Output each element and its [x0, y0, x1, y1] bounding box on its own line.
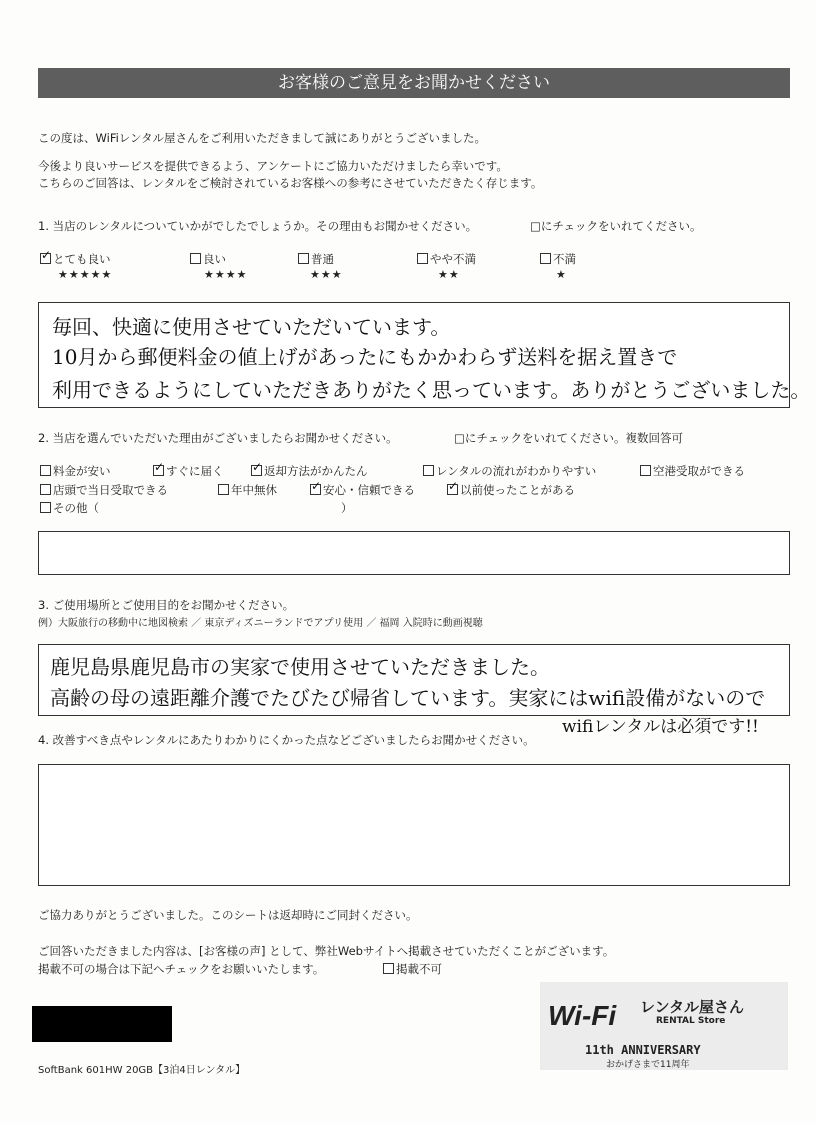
q1-option-slightly-bad[interactable]: やや不満 — [417, 251, 476, 267]
q2-option-other[interactable]: その他（ — [40, 500, 99, 516]
logo-anniversary: 11th ANNIVERSARY — [585, 1043, 701, 1057]
q2-other-close-paren: ） — [341, 501, 353, 515]
q2-option-fast-delivery[interactable]: ✓ すぐに届く — [153, 463, 224, 479]
stars-5: ★★★★★ — [58, 268, 113, 281]
product-info: SoftBank 601HW 20GB【3泊4日レンタル】 — [38, 1065, 246, 1076]
q3-answer-line-2: 高齢の母の遠距離介護でたびたび帰省しています。実家にはwifi設備がないので — [50, 686, 766, 710]
logo-years: おかげさまで11周年 — [606, 1060, 690, 1070]
q1-answer-line-3: 利用できるようにしていただきありがたく思っています。ありがとうございました。 — [52, 378, 811, 402]
no-publish-option[interactable]: 掲載不可 — [383, 961, 442, 977]
intro-line-1: この度は、WiFiレンタル屋さんをご利用いただきまして誠にありがとうございました。 — [38, 131, 487, 145]
q4-question: 4. 改善すべき点やレンタルにあたりわかりにくかった点などございましたらお聞かせください。 — [38, 733, 535, 747]
page-title: お客様のご意見をお聞かせください — [38, 68, 790, 98]
intro-line-3: こちらのご回答は、レンタルをご検討されているお客様への参考にさせていただきたく存じます。 — [38, 176, 543, 190]
q2-option-cheap[interactable]: 料金が安い — [40, 463, 111, 479]
logo-brand: Wi-Fi — [548, 1000, 617, 1031]
logo-store-name: レンタル屋さん — [640, 998, 745, 1016]
q3-answer-line-1: 鹿児島県鹿児島市の実家で使用させていただきました。 — [50, 655, 550, 679]
checkbox[interactable] — [540, 253, 551, 264]
stars-1: ★ — [556, 268, 567, 281]
checkbox-checked[interactable] — [153, 465, 164, 476]
checkbox[interactable] — [640, 465, 651, 476]
q2-option-easy-return[interactable]: ✓ 返却方法がかんたん — [251, 463, 368, 479]
checkbox[interactable] — [218, 484, 229, 495]
q3-answer-line-3: wifiレンタルは必須です!! — [562, 717, 759, 737]
q2-option-same-day-store[interactable]: 店頭で当日受取できる — [40, 482, 168, 498]
publish-notice: ご回答いただきました内容は、[お客様の声] として、弊社Webサイトへ掲載させていただくことがございます。 — [38, 944, 615, 958]
q1-option-very-good[interactable]: ✓とても良い — [40, 251, 111, 267]
q1-answer-line-1: 毎回、快適に使用させていただいています。 — [52, 315, 451, 339]
q2-option-trustworthy[interactable]: ✓ 安心・信頼できる — [310, 482, 415, 498]
redacted-block — [32, 1006, 172, 1042]
logo-store-en: RENTAL Store — [656, 1016, 726, 1026]
checkbox-checked[interactable] — [447, 484, 458, 495]
checkbox[interactable] — [40, 465, 51, 476]
checkbox[interactable] — [40, 502, 51, 513]
q2-option-open-all-year[interactable]: 年中無休 — [218, 482, 277, 498]
q1-instruction: □にチェックをいれてください。 — [530, 219, 702, 233]
thanks-text: ご協力ありがとうございました。このシートは返却時にご同封ください。 — [38, 908, 418, 922]
checkbox[interactable] — [190, 253, 201, 264]
q2-option-airport-pickup[interactable]: 空港受取ができる — [640, 463, 745, 479]
q1-question: 1. 当店のレンタルについていかがでしたでしょうか。その理由もお聞かせください。 — [38, 219, 478, 233]
checkbox[interactable] — [40, 484, 51, 495]
q2-option-clear-flow[interactable]: レンタルの流れがわかりやすい — [423, 463, 596, 479]
checkbox[interactable] — [298, 253, 309, 264]
q1-option-bad[interactable]: 不満 — [540, 251, 576, 267]
stars-2: ★★ — [438, 268, 460, 281]
q3-example: 例）大阪旅行の移動中に地図検索 ／ 東京ディズニーランドでアプリ使用 ／ 福岡 入院時に動画視聴 — [38, 618, 483, 629]
publish-instruction: 掲載不可の場合は下記へチェックをお願いいたします。 — [38, 962, 325, 976]
intro-line-2: 今後より良いサービスを提供できるよう、アンケートにご協力いただけましたら幸いです。 — [38, 159, 508, 173]
checkbox-checked[interactable] — [40, 253, 51, 264]
checkbox[interactable] — [423, 465, 434, 476]
q4-answer-box[interactable] — [38, 764, 790, 886]
stars-4: ★★★★ — [204, 268, 248, 281]
stars-3: ★★★ — [310, 268, 343, 281]
q2-question: 2. 当店を選んでいただいた理由がございましたらお聞かせください。 — [38, 431, 398, 445]
checkbox[interactable] — [417, 253, 428, 264]
q3-question: 3. ご使用場所とご使用目的をお聞かせください。 — [38, 598, 295, 612]
q1-option-normal[interactable]: 普通 — [298, 251, 334, 267]
q2-answer-box[interactable] — [38, 531, 790, 575]
checkbox-checked[interactable] — [310, 484, 321, 495]
q1-option-good[interactable]: 良い — [190, 251, 226, 267]
checkbox-checked[interactable] — [251, 465, 262, 476]
q2-instruction: □にチェックをいれてください。複数回答可 — [454, 431, 684, 445]
q2-option-used-before[interactable]: ✓ 以前使ったことがある — [447, 482, 575, 498]
checkbox[interactable] — [383, 963, 394, 974]
q1-answer-line-2: 10月から郵便料金の値上げがあったにもかかわらず送料を据え置きで — [52, 345, 678, 369]
